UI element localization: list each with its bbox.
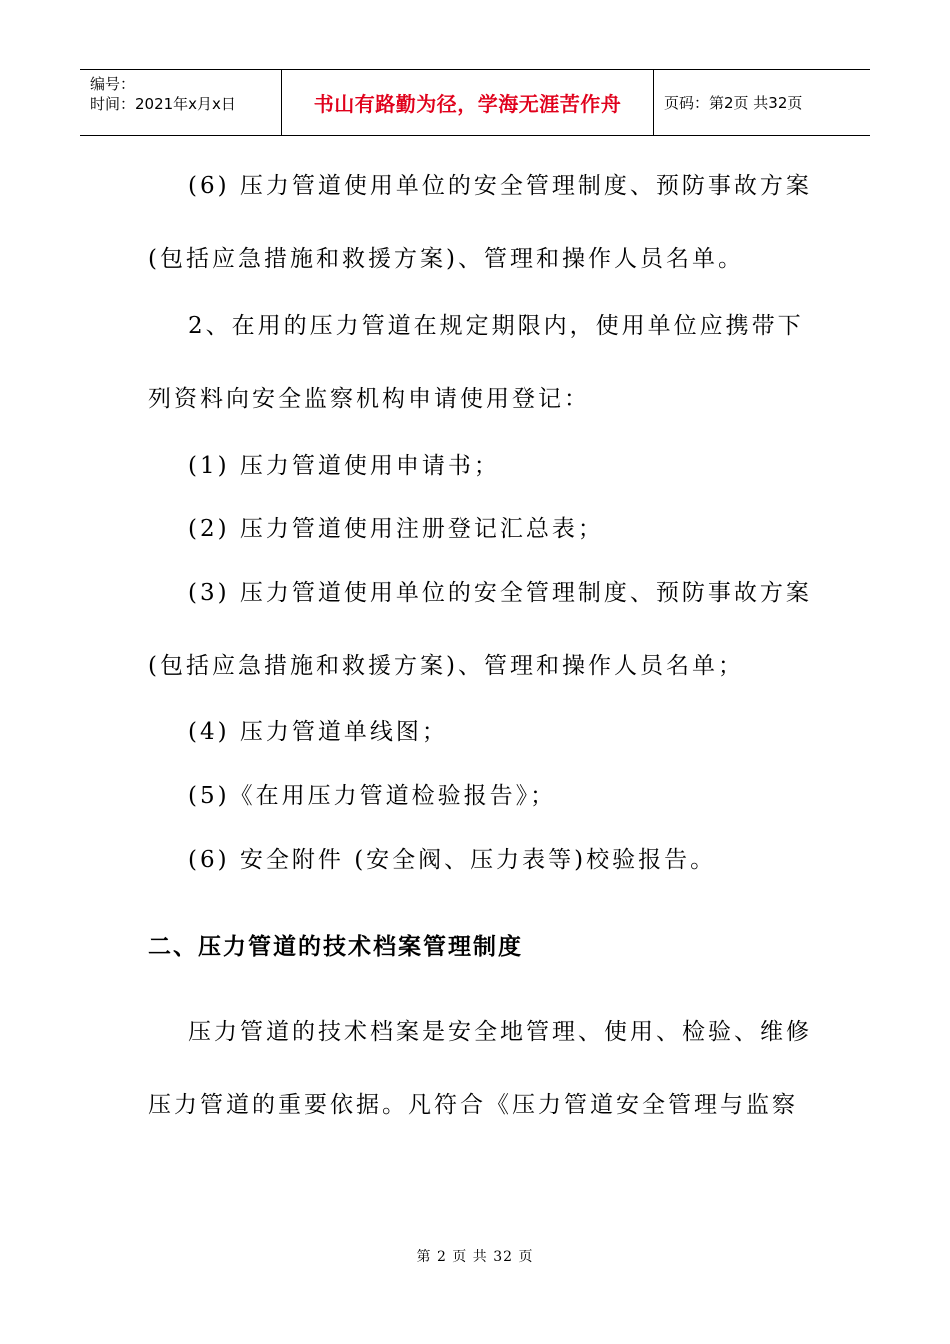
body-line: (5)《在用压力管道检验报告》； (188, 783, 557, 809)
header-motto-cell (282, 70, 654, 135)
doc-number-label: 编号： (90, 75, 136, 93)
body-line: 列资料向安全监察机构申请使用登记： (148, 386, 590, 412)
page-footer: 第 2 页 共 32 页 (416, 1249, 534, 1265)
body-line: 2、在用的压力管道在规定期限内，使用单位应携带下 (188, 313, 804, 339)
page-header (80, 69, 870, 136)
body-line: (包括应急措施和救援方案)、管理和操作人员名单； (148, 653, 744, 679)
header-meta-cell (80, 70, 282, 135)
body-line: 压力管道的技术档案是安全地管理、使用、检验、维修 (188, 1019, 812, 1045)
body-line: (包括应急措施和救援方案)、管理和操作人员名单。 (148, 246, 744, 272)
body-line: (4) 压力管道单线图； (188, 719, 448, 745)
section-heading: 二、压力管道的技术档案管理制度 (148, 934, 523, 960)
body-line: (3) 压力管道使用单位的安全管理制度、预防事故方案 (188, 580, 812, 606)
body-line: (2) 压力管道使用注册登记汇总表； (188, 516, 604, 542)
doc-date-label: 时间：2021年x月x日 (90, 95, 236, 113)
body-line: (6) 安全附件 (安全阀、压力表等)校验报告。 (188, 847, 717, 873)
body-line: (6) 压力管道使用单位的安全管理制度、预防事故方案 (188, 173, 812, 199)
header-motto: 书山有路勤为径，学海无涯苦作舟 (313, 92, 622, 116)
body-line: (1) 压力管道使用申请书； (188, 453, 500, 479)
body-line: 压力管道的重要依据。凡符合《压力管道安全管理与监察 (148, 1092, 798, 1118)
header-page-label: 页码：第2页 共32页 (664, 94, 803, 112)
header-page-cell (654, 70, 870, 135)
